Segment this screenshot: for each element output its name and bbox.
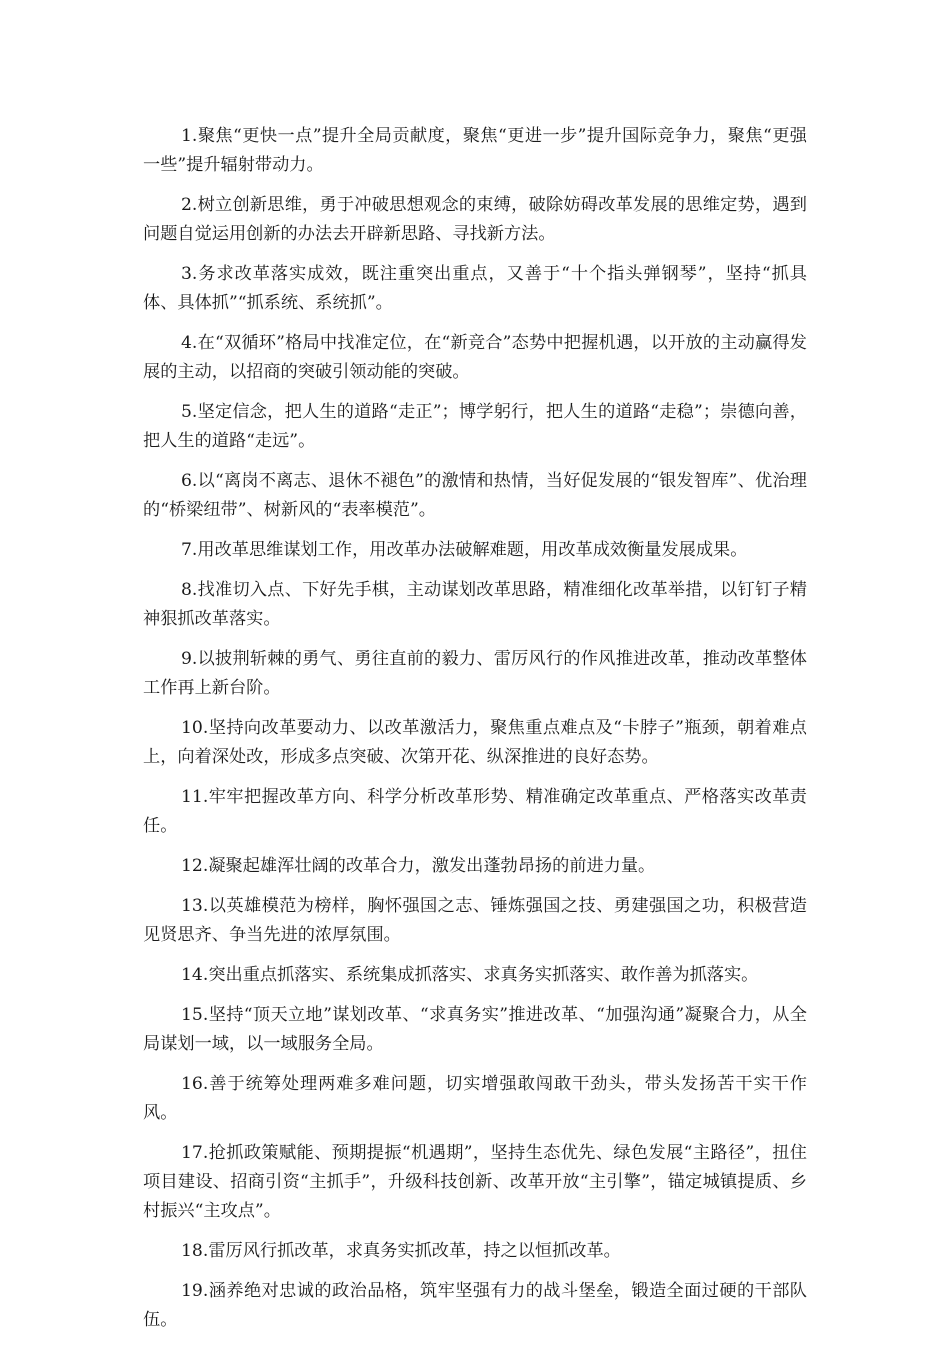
paragraph-1: 1.聚焦“更快一点”提升全局贡献度，聚焦“更进一步”提升国际竞争力，聚焦“更强一些”提升辐射带动力。	[143, 126, 807, 175]
paragraph-18: 18.雷厉风行抓改革，求真务实抓改革，持之以恒抓改革。	[181, 1241, 621, 1261]
paragraph-16: 16.善于统筹处理两难多难问题，切实增强敢闯敢干劲头，带头发扬苦干实干作风。	[143, 1074, 807, 1123]
paragraph-5: 5.坚定信念，把人生的道路“走正”；博学躬行，把人生的道路“走稳”；崇德向善，把人生的道路“走远”。	[143, 402, 807, 451]
paragraph-2: 2.树立创新思维，勇于冲破思想观念的束缚，破除妨碍改革发展的思维定势，遇到问题自觉运用创新的办法去开辟新思路、寻找新方法。	[143, 195, 807, 244]
paragraph-13: 13.以英雄模范为榜样，胸怀强国之志、锤炼强国之技、勇建强国之功，积极营造见贤思齐、争当先进的浓厚氛围。	[143, 896, 807, 945]
paragraph-17: 17.抢抓政策赋能、预期提振“机遇期”，坚持生态优先、绿色发展“主路径”，扭住项目建设、招商引资“主抓手”，升级科技创新、改革开放“主引擎”，锚定城镇提质、乡村振兴“主攻点”。	[143, 1143, 807, 1221]
paragraph-10: 10.坚持向改革要动力、以改革激活力，聚焦重点难点及“卡脖子”瓶颈，朝着难点上，向着深处改，形成多点突破、次第开花、纵深推进的良好态势。	[143, 718, 807, 767]
paragraph-3: 3.务求改革落实成效，既注重突出重点，又善于“十个指头弹钢琴”，坚持“抓具体、具体抓”“抓系统、系统抓”。	[143, 264, 807, 313]
paragraph-12: 12.凝聚起雄浑壮阔的改革合力，激发出蓬勃昂扬的前进力量。	[181, 856, 656, 876]
paragraph-7: 7.用改革思维谋划工作，用改革办法破解难题，用改革成效衡量发展成果。	[181, 540, 748, 560]
paragraph-11: 11.牢牢把握改革方向、科学分析改革形势、精准确定改革重点、严格落实改革责任。	[143, 787, 807, 836]
paragraph-4: 4.在“双循环”格局中找准定位，在“新竞合”态势中把握机遇，以开放的主动赢得发展的主动，以招商的突破引领动能的突破。	[143, 333, 807, 382]
paragraph-6: 6.以“离岗不离志、退休不褪色”的激情和热情，当好促发展的“银发智库”、优治理的“桥梁纽带”、树新风的“表率模范”。	[143, 471, 807, 520]
paragraph-8: 8.找准切入点、下好先手棋，主动谋划改革思路，精准细化改革举措，以钉钉子精神狠抓改革落实。	[143, 580, 807, 629]
paragraph-14: 14.突出重点抓落实、系统集成抓落实、求真务实抓落实、敢作善为抓落实。	[181, 965, 759, 985]
paragraph-15: 15.坚持“顶天立地”谋划改革、“求真务实”推进改革、“加强沟通”凝聚合力，从全局谋划一域，以一域服务全局。	[143, 1005, 807, 1054]
paragraph-19: 19.涵养绝对忠诚的政治品格，筑牢坚强有力的战斗堡垒，锻造全面过硬的干部队伍。	[143, 1281, 807, 1330]
paragraph-9: 9.以披荆斩棘的勇气、勇往直前的毅力、雷厉风行的作风推进改革，推动改革整体工作再上新台阶。	[143, 649, 807, 698]
document-body	[143, 122, 807, 1346]
